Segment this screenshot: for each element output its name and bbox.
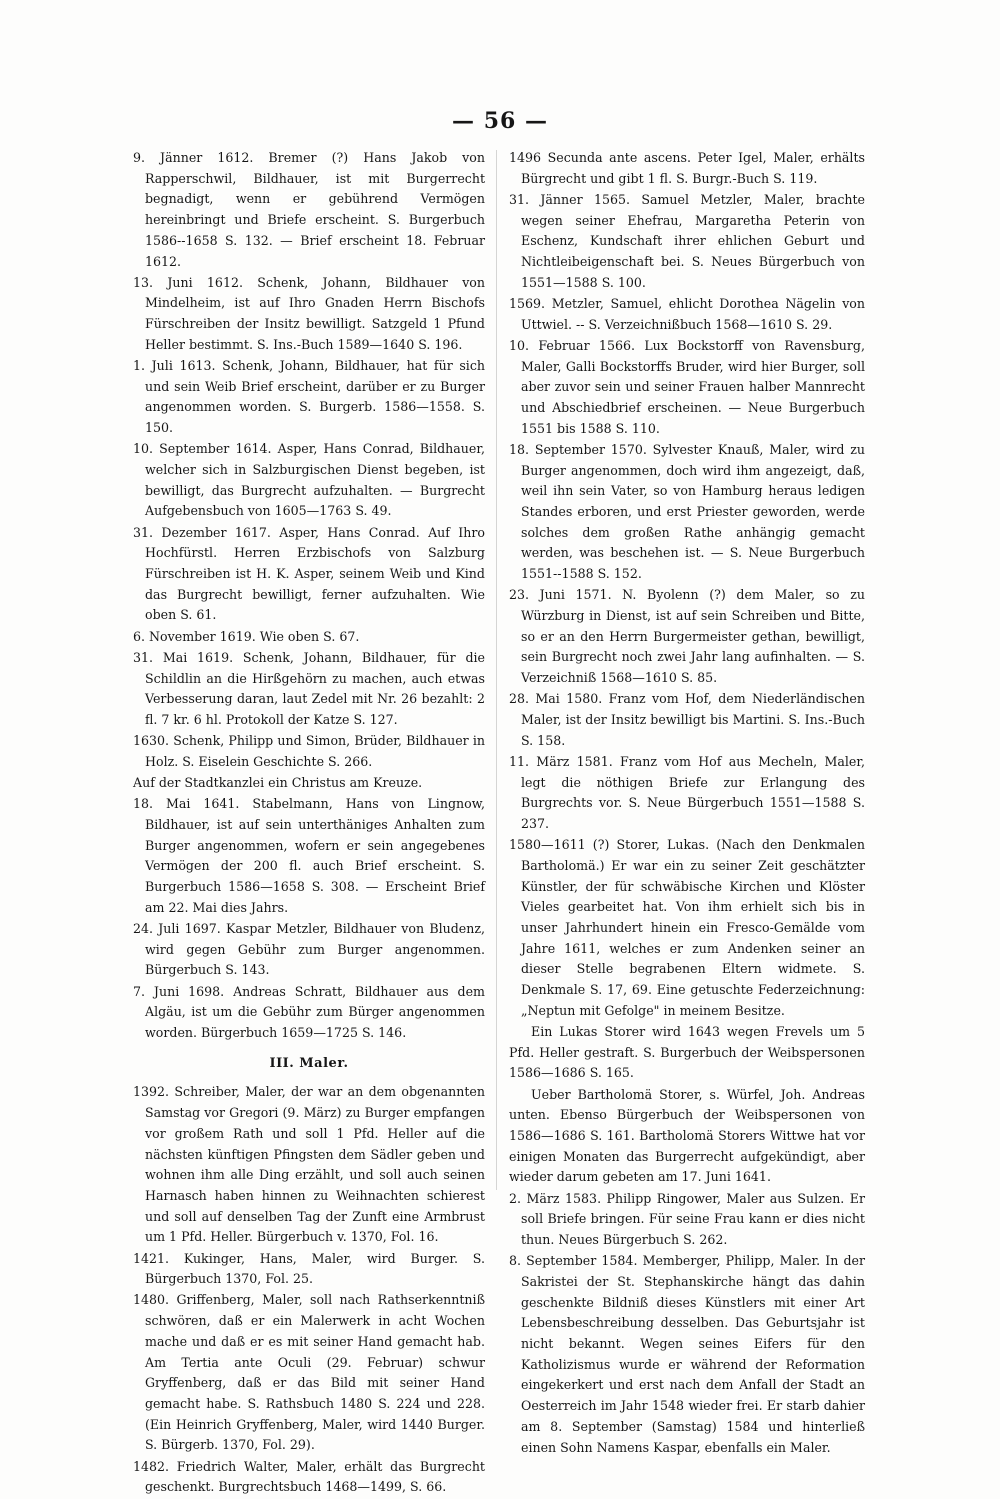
entry: 13. Juni 1612. Schenk, Johann, Bildhauer von Mindelheim, ist auf Ihro Gnaden Herrn Bischofs Fürschreiben der Insitz bewilligt. Satzgeld 1 Pfund Heller bestimmt. S. Ins.-Buch 1589—1640 S. 196.	[133, 274, 485, 352]
entry: 11. März 1581. Franz vom Hof aus Mecheln, Maler, legt die nöthigen Briefe zur Erlangung des Burgrechts vor. S. Neue Bürgerbuch 1551—1588 S. 237.	[509, 753, 865, 831]
paragraph: Ein Lukas Storer wird 1643 wegen Frevels um 5 Pfd. Heller gestraft. S. Burgerbuch der Weibspersonen 1586—1686 S. 165.	[509, 1024, 865, 1081]
entry: 1. Juli 1613. Schenk, Johann, Bildhauer, hat für sich und sein Weib Brief erscheint, darüber er zu Burger angenommen worden. S. Burgerb. 1586—1558. S. 150.	[133, 358, 485, 436]
entry: 1421. Kukinger, Hans, Maler, wird Burger. S. Bürgerbuch 1370, Fol. 25.	[133, 1250, 485, 1287]
paragraph: Ueber Bartholomä Storer, s. Würfel, Joh. Andreas unten. Ebenso Bürgerbuch der Weibspersonen von 1586—1686 S. 161. Bartholomä Storers Wittwe hat vor einigen Monaten das Burgerrecht aufgekündigt, aber wieder darum gebeten am 17. Juni 1641.	[509, 1086, 865, 1185]
entry: 24. Juli 1697. Kaspar Metzler, Bildhauer von Bludenz, wird gegen Gebühr zum Burger angenommen. Bürgerbuch S. 143.	[133, 921, 485, 978]
left-column	[133, 148, 485, 1499]
entry-list	[133, 1082, 485, 1498]
entry: 28. Mai 1580. Franz vom Hof, dem Niederländischen Maler, ist der Insitz bewilligt bis Martini. S. Ins.-Buch S. 158.	[509, 691, 865, 748]
entry-list	[509, 148, 865, 1022]
entry-list	[133, 148, 485, 1044]
entry: 8. September 1584. Memberger, Philipp, Maler. In der Sakristei der St. Stephanskirche hängt das dahin geschenkte Bildniß dieses Künstlers mit einer Art Lebensbeschreibung desselben. Das Geburtsjahr ist nicht bekannt. Wegen seines Eifers für den Katholizismus wurde er während der Reformation eingekerkert und erst nach dem Anfall der Stadt an Oesterreich im Jahr 1548 wieder frei. Er starb dahier am 8. September (Samstag) 1584 und hinterließ einen Sohn Namens Kaspar, ebenfalls ein Maler.	[509, 1253, 865, 1455]
entry: 10. September 1614. Asper, Hans Conrad, Bildhauer, welcher sich in Salzburgischen Dienst begeben, ist bewilligt, das Burgrecht aufzuhalten. — Burgrecht Aufgebensbuch von 1605—1763 S. 49.	[133, 441, 485, 519]
column-divider	[496, 150, 497, 1190]
entry: 31. Dezember 1617. Asper, Hans Conrad. Auf Ihro Hochfürstl. Herren Erzbischofs von Salzburg Fürschreiben ist H. K. Asper, seinem Weib und Kind das Burgrecht bewilligt, ferner aufzuhalten. Wie oben S. 61.	[133, 524, 485, 623]
entry: 1630. Schenk, Philipp und Simon, Brüder, Bildhauer in Holz. S. Eiselein Geschichte S. 266.	[133, 733, 485, 769]
entry: 1580—1611 (?) Storer, Lukas. (Nach den Denkmalen Bartholomä.) Er war ein zu seiner Zeit geschätzter Künstler, der für schwäbische Kirchen und Klöster Vieles gearbeitet hat. Von ihm erhielt sich bis in unser Jahrhundert hinein ein Fresco-Gemälde vom Jahre 1611, welches er zum Andenken seiner an dieser Stelle begrabenen Eltern widmete. S. Denkmale S. 17, 69. Eine getuschte Federzeichnung: „Neptun mit Gefolge" in meinem Besitze.	[509, 837, 865, 1018]
entry: 23. Juni 1571. N. Byolenn (?) dem Maler, so zu Würzburg in Dienst, ist auf sein Schreiben und Bitte, so er an den Herrn Burgermeister gethan, bewilligt, sein Burgrecht noch zwei Jahr lang aufinhalten. — S. Verzeichniß 1568—1610 S. 85.	[509, 587, 865, 686]
entry: 9. Jänner 1612. Bremer (?) Hans Jakob von Rapperschwil, Bildhauer, ist mit Burgerrecht begnadigt, wenn er gebührend Vermögen hereinbringt und Briefe erscheint. S. Burgerbuch 1586--1658 S. 132. — Brief erscheint 18. Februar 1612.	[133, 150, 485, 269]
entry: 2. März 1583. Philipp Ringower, Maler aus Sulzen. Er soll Briefe bringen. Für seine Frau kann er dies nicht thun. Neues Bürgerbuch S. 262.	[509, 1190, 865, 1248]
paragraph-list	[509, 1022, 865, 1188]
entry: 10. Februar 1566. Lux Bockstorff von Ravensburg, Maler, Galli Bockstorffs Bruder, wird hier Burger, soll aber zuvor sein und seiner Frauen halber Mannrecht und Abschiedbrief erscheinen. — Neue Burgerbuch 1551 bis 1588 S. 110.	[509, 337, 865, 436]
entry: Auf der Stadtkanzlei ein Christus am Kreuze.	[133, 775, 423, 791]
entry: 1392. Schreiber, Maler, der war an dem obgenannten Samstag vor Gregori (9. März) zu Burger empfangen vor großem Rath und soll 1 Pfd. Heller auf die nächsten künftigen Pfingsten dem Sädler geben und wohnen ihm alle Ding erzählt, und soll auch seinen Harnasch haben hinnen zu Weihnachten schierest und soll auf denselben Tag der Zunft eine Armbrust um 1 Pfd. Heller. Bürgerbuch v. 1370, Fol. 16.	[133, 1084, 485, 1245]
entry: 1496 Secunda ante ascens. Peter Igel, Maler, erhälts Bürgrecht und gibt 1 fl. S. Burgr.-Buch S. 119.	[509, 150, 865, 186]
entry: 18. September 1570. Sylvester Knauß, Maler, wird zu Burger angenommen, doch wird ihm angezeigt, daß, weil ihn sein Vater, so von Hamburg heraus ledigen Standes erboren, und erst Priester geworden, werde solches dem großen Rathe anhängig gemacht werden, was beschehen ist. — S. Neue Burgerbuch 1551--1588 S. 152.	[509, 441, 865, 582]
right-column	[509, 148, 865, 1459]
section-heading: III. Maler.	[269, 1055, 349, 1071]
entry: 18. Mai 1641. Stabelmann, Hans von Lingnow, Bildhauer, ist auf sein unterthäniges Anhalten zum Burger angenommen, wofern er sein angegebenes Vermögen der 200 fl. auch Brief erscheint. S. Burgerbuch 1586—1658 S. 308. — Erscheint Brief am 22. Mai dies Jahrs.	[133, 796, 485, 915]
entry: 1480. Griffenberg, Maler, soll nach Rathserkenntniß schwören, daß er ein Malerwerk in acht Wochen mache und daß er es mit seiner Hand gemacht hab. Am Tertia ante Oculi (29. Februar) schwur Gryffenberg, daß er das Bild mit seiner Hand gemacht habe. S. Rathsbuch 1480 S. 224 und 228. (Ein Heinrich Gryffenberg, Maler, wird 1440 Burger. S. Bürgerb. 1370, Fol. 29).	[133, 1292, 485, 1453]
entry: 31. Mai 1619. Schenk, Johann, Bildhauer, für die Schildlin an die Hirßgehörn zu machen, auch etwas Verbesserung daran, laut Zedel mit Nr. 26 bezahlt: 2 fl. 7 kr. 6 hl. Protokoll der Katze S. 127.	[133, 649, 485, 727]
entry: 1482. Friedrich Walter, Maler, erhält das Burgrecht geschenkt. Burgrechtsbuch 1468—1499, S. 66.	[133, 1458, 485, 1495]
entry: 31. Jänner 1565. Samuel Metzler, Maler, brachte wegen seiner Ehefrau, Margaretha Peterin von Eschenz, Kundschaft ihrer ehlichen Geburt und Nichtleibeigenschaft bei. S. Neues Bürgerbuch von 1551—1588 S. 100.	[509, 191, 865, 290]
entry: 6. November 1619. Wie oben S. 67.	[133, 628, 360, 644]
entry-list	[509, 1189, 865, 1459]
entry: 7. Juni 1698. Andreas Schratt, Bildhauer aus dem Algäu, ist um die Gebühr zum Bürger angenommen worden. Bürgerbuch 1659—1725 S. 146.	[133, 983, 485, 1041]
page-number: — 56 —	[452, 108, 548, 134]
entry: 1569. Metzler, Samuel, ehlicht Dorothea Nägelin von Uttwiel. -- S. Verzeichnißbuch 1568—1610 S. 29.	[509, 295, 865, 332]
